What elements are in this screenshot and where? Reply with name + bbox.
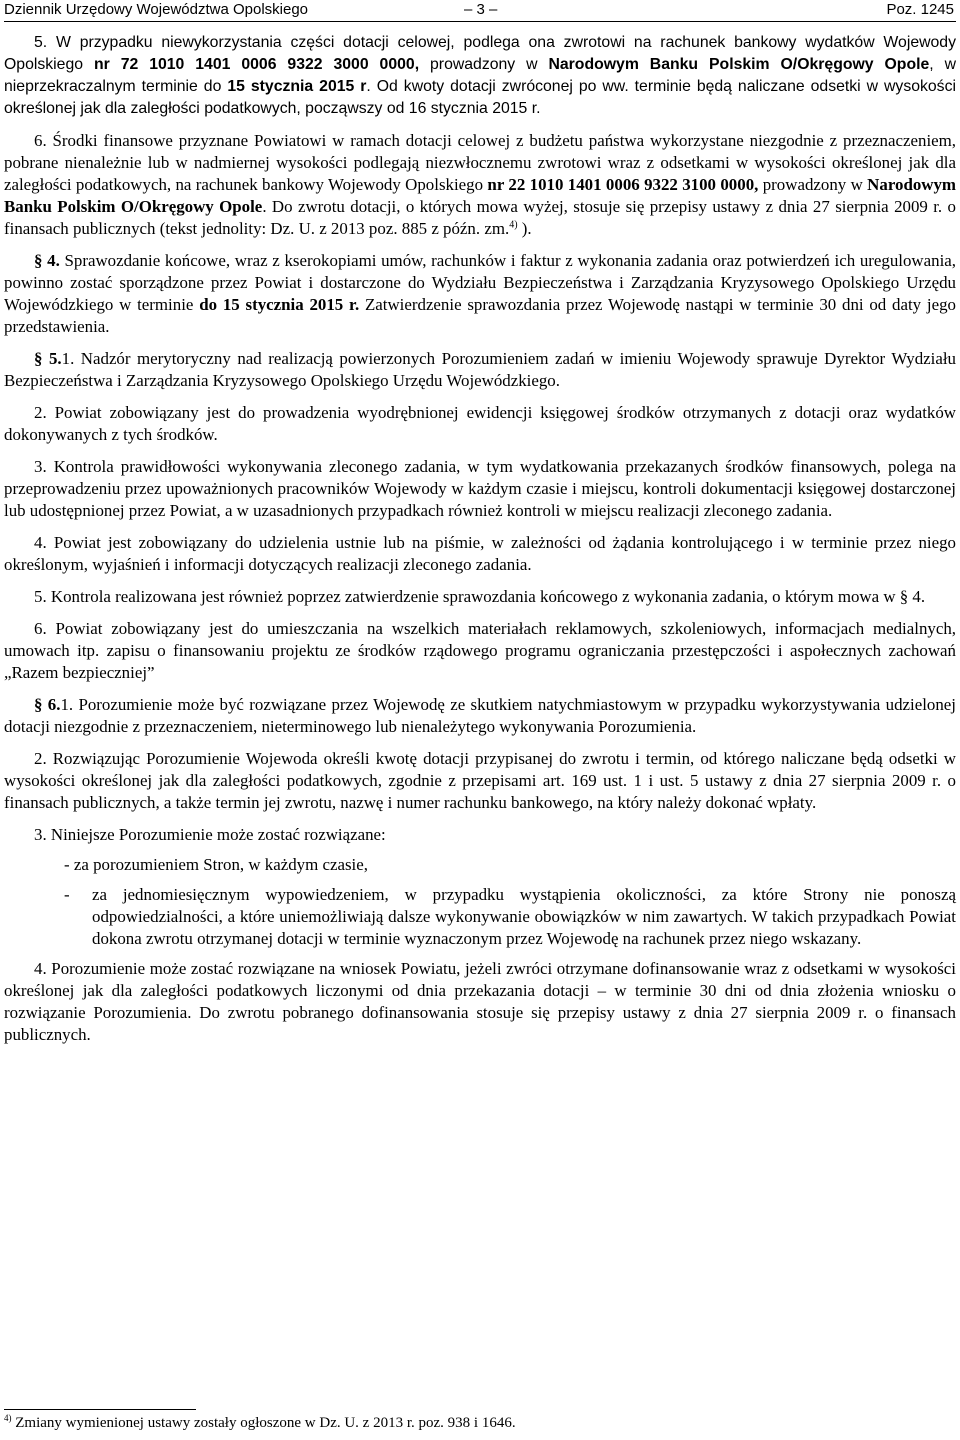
section-5-item-1: § 5.1. Nadzór merytoryczny nad realizacją powierzonych Porozumieniem zadań w imieniu Wojewody sprawuje Dyrektor Wydziału Bezpieczeństwa i Zarządzania Kryzysowego Opolskiego Urzędu Wojewódzkiego. — [4, 349, 956, 390]
footnote-number: 4) — [4, 1413, 12, 1423]
deadline-date: 15 stycznia 2015 r — [227, 78, 367, 95]
footnote-divider — [4, 1409, 196, 1410]
paragraph-6: 6. Środki finansowe przyznane Powiatowi w ramach dotacji celowej z budżetu państwa wykorzystane niezgodnie z przeznaczeniem, pobrane nienależnie lub w nadmiernej wysokości podlegają niezwłocznemu zwrotowi wraz z odsetkami w wysokości określonej jak dla zaległości podatkowych, na rachunek bankowy Wojewody Opolskiego nr 22 1010 1401 0006 9322 3100 0000, prowadzony w Narodowym Banku Polskim O/Okręgowy Opole. Do zwrotu dotacji, o których mowa wyżej, stosuje się przepisy ustawy z dnia 27 sierpnia 2009 r. o finansach publicznych (tekst jednolity: Dz. U. z 2013 poz. 885 z późn. zm.$^{4)}$ ). — [4, 131, 957, 238]
option-text: - za porozumieniem Stron, w każdym czasie, — [64, 855, 368, 874]
section-number: § 5. — [34, 349, 62, 368]
section-4: § 4. Sprawozdanie końcowe, wraz z kserokopiami umów, rachunków i faktur z wykonania zadania oraz potwierdzeń ich uregulowania, powinno zostać sporządzone przez Powiat i dostarczone do Wydziału Bezpieczeństwa i Zarządzania Kryzysowego Opolskiego Urzędu Wojewódzkiego w terminie do 15 stycznia 2015 r. Zatwierdzenie sprawozdania przez Wojewodę nastąpi w terminie 30 dni od daty jego przedstawienia. — [4, 251, 956, 336]
position-number: Poz. 1245 — [886, 1, 954, 18]
document-body — [4, 32, 956, 1056]
section-5-item-5: 5. Kontrola realizowana jest również poprzez zatwierdzenie sprawozdania końcowego z wykonania zadania, o którym mowa w § 4. — [34, 587, 926, 606]
section-number: § 6. — [34, 695, 61, 714]
section-6-item-4: 4. Porozumienie może zostać rozwiązane na wniosek Powiatu, jeżeli zwróci otrzymane dofinansowanie wraz z odsetkami w wysokości określonej jak dla zaległości podatkowych liczonymi od dnia przekazania dotacji – w terminie 30 dni od dnia złożenia wniosku o rozwiązanie Porozumienia. Do zwrotu pobranego dofinansowania stosuje się przepisy ustawy z dnia 27 sierpnia 2009 r. o finansach publicznych. — [4, 959, 956, 1044]
section-6-item-2: 2. Rozwiązując Porozumienie Wojewoda określi kwotę dotacji przypisanej do zwrotu i termin, od którego naliczane będą odsetki w wysokości określonej jak dla zaległości podatkowych, zgodnie z przepisami art. 169 ust. 1 i ust. 5 ustawy z dnia 27 sierpnia 2009 r. o finansach publicznych, a także termin jej zwrotu, nazwę i numer rachunku bankowego, na który należy dokonać wpłaty. — [4, 749, 956, 812]
section-5-item-6: 6. Powiat zobowiązany jest do umieszczania na wszelkich materiałach reklamowych, szkoleniowych, informacjach medialnych, umowach itp. zapisu o finansowaniu projektu ze środków rządowego programu ograniczania przestępczości i aspołecznych zachowań „Razem bezpieczniej” — [4, 619, 956, 682]
section-5-item-4: 4. Powiat jest zobowiązany do udzielenia ustnie lub na piśmie, w zależności od żądania kontrolującego i w terminie przez niego określonym, wyjaśnień i informacji dotyczących realizacji zleconego zadania. — [4, 533, 956, 574]
paragraph-5: 5. W przypadku niewykorzystania części dotacji celowej, podlega ona zwrotowi na rachunek bankowy wydatków Wojewody Opolskiego nr 72 1010 1401 0006 9322 3000 0000, prowadzony w Narodowym Banku Polskim O/Okręgowy Opole, w nieprzekraczalnym terminie do 15 stycznia 2015 r. Od kwoty dotacji zwróconej po ww. terminie będą naliczane odsetki w wysokości określonej jak dla zaległości podatkowych, począwszy od 16 stycznia 2015 r. — [4, 34, 956, 117]
section-5-item-2: 2. Powiat zobowiązany jest do prowadzenia wyodrębnionej ewidencji księgowej środków otrzymanych z dotacji oraz wydatków dokonywanych z tych środków. — [4, 403, 956, 444]
deadline-date: do 15 stycznia 2015 r. — [199, 295, 360, 314]
dash-marker: - — [64, 885, 70, 904]
section-number: § 4. — [34, 251, 60, 270]
page-header — [4, 0, 956, 22]
section-6-item-3: 3. Niniejsze Porozumienie może zostać rozwiązane: — [34, 825, 386, 844]
section-5-item-3: 3. Kontrola prawidłowości wykonywania zleconego zadania, w tym wydatkowania przekazanych środków finansowych, polega na przeprowadzeniu przez upoważnionych pracowników Wojewody w każdym czasie i miejscu, kontroli dokumentacji księgowej dostarczonej lub udostępnionej przez Powiat, a w uzasadnionych przypadkach również kontroli w miejscu realizacji zleconego zadania. — [4, 457, 956, 520]
section-6-item-1: § 6.1. Porozumienie może być rozwiązane przez Wojewodę ze skutkiem natychmiastowym w przypadku wykorzystywania udzielonej dotacji niezgodnie z przeznaczeniem, nieterminowego lub nienależytego wykonywania Porozumienia. — [4, 695, 956, 736]
option-text: za jednomiesięcznym wypowiedzeniem, w przypadku wystąpienia okoliczności, za które Strony nie ponoszą odpowiedzialności, a które uniemożliwiają dalsze wykonywanie obowiązków w nim zawartych. W takich przypadkach Powiat dokona zwrotu otrzymanej dotacji w terminie wyznaczonym przez Wojewodę na rachunek przez niego wskazany. — [92, 885, 956, 948]
termination-option-2 — [4, 884, 956, 950]
bank-name: Narodowym Banku Polskim O/Okręgowy Opole — [4, 175, 957, 216]
account-number: nr 72 1010 1401 0006 9322 3000 0000, — [93, 56, 420, 73]
page-number: – 3 – — [464, 1, 498, 18]
bank-name: Narodowym Banku Polskim O/Okręgowy Opole — [548, 56, 930, 73]
termination-option-1 — [4, 854, 956, 876]
footnote: $^{4)}$ Zmiany wymienionej ustawy zostały ogłoszone w Dz. U. z 2013 r. poz. 938 i 1646. — [4, 1413, 516, 1431]
account-number: nr 22 1010 1401 0006 9322 3100 0000, — [487, 175, 759, 194]
footnote-ref: 4) — [509, 219, 518, 231]
journal-title: Dziennik Urzędowy Województwa Opolskiego — [4, 1, 309, 18]
